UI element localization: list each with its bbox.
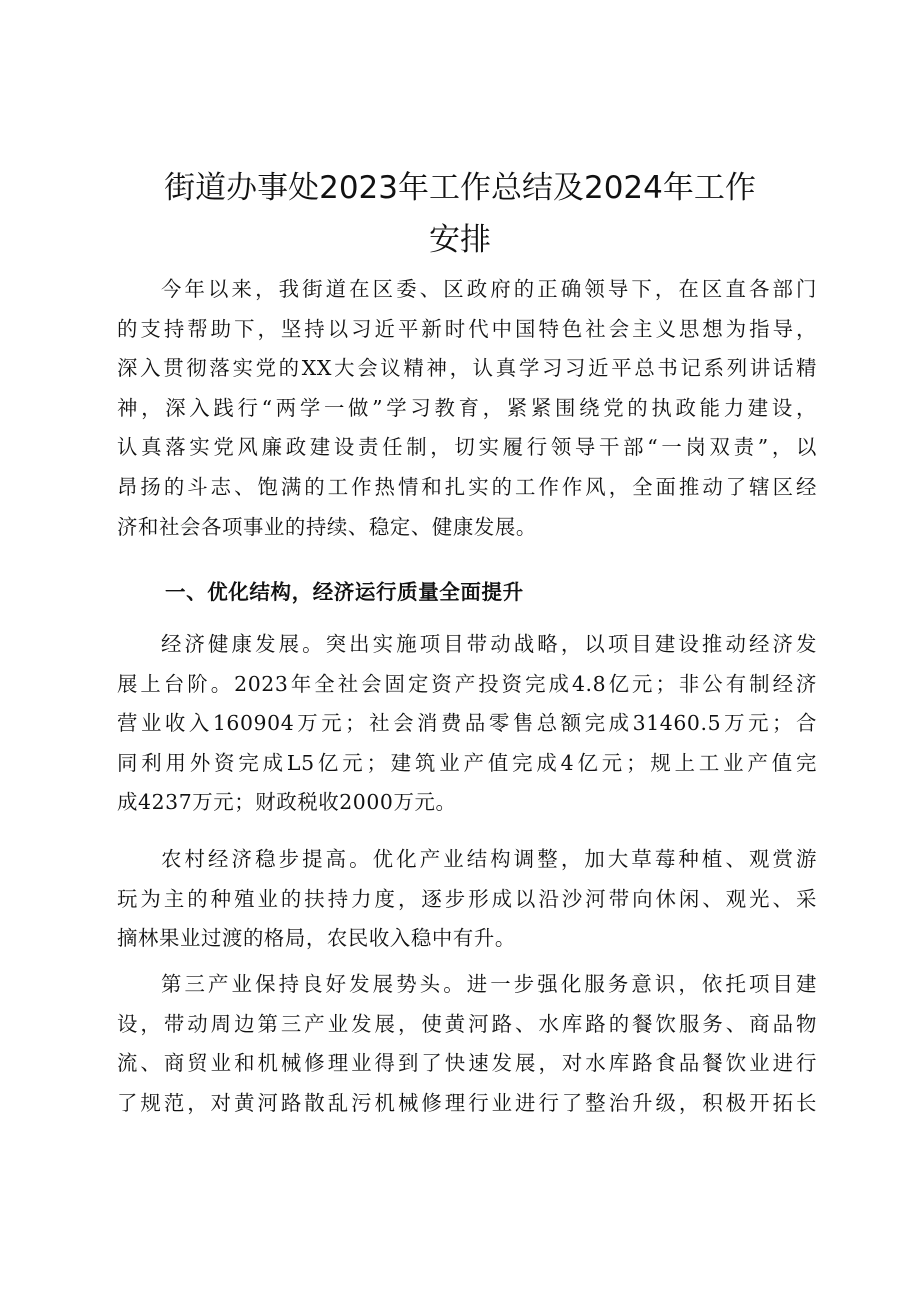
paragraph-line: 营业收入160904万元；社会消费品零售总额完成31460.5万元；合	[117, 711, 817, 736]
paragraph-line: 流、商贸业和机械修理业得到了快速发展，对水库路食品餐饮业进行	[117, 1051, 817, 1076]
paragraph-line: 摘林果业过渡的格局，农民收入稳中有升。	[117, 926, 516, 951]
paragraph-line: 农村经济稳步提高。优化产业结构调整，加大草莓种植、观赏游	[161, 847, 817, 871]
paragraph-line: 展上台阶。2023年全社会固定资产投资完成4.8亿元；非公有制经济	[117, 671, 817, 696]
paragraph-line: 济和社会各项事业的持续、稳定、健康发展。	[117, 514, 537, 539]
intro-paragraph	[117, 270, 817, 547]
section-heading-1: 一、优化结构，经济运行质量全面提升	[165, 580, 524, 604]
paragraph-line: 玩为主的种殖业的扶持力度，逐步形成以沿沙河带向休闲、观光、采	[117, 886, 817, 911]
economy-paragraph	[117, 625, 817, 823]
paragraph-line: 同利用外资完成L5亿元；建筑业产值完成4亿元；规上工业产值完	[117, 750, 817, 775]
paragraph-line: 神，深入践行“两学一做”学习教育，紧紧围绕党的执政能力建设，	[117, 395, 817, 420]
paragraph-line: 设，带动周边第三产业发展，使黄河路、水库路的餐饮服务、商品物	[117, 1011, 817, 1036]
paragraph-line: 深入贯彻落实党的XX大会议精神，认真学习习近平总书记系列讲话精	[117, 356, 817, 381]
paragraph-line: 成4237万元；财政税收2000万元。	[117, 790, 457, 815]
paragraph-line: 今年以来，我街道在区委、区政府的正确领导下，在区直各部门	[161, 277, 817, 301]
paragraph-line: 了规范，对黄河路散乱污机械修理行业进行了整治升级，积极开拓长	[117, 1090, 817, 1115]
document-title-line-2: 安排	[429, 222, 491, 258]
paragraph-line: 的支持帮助下，坚持以习近平新时代中国特色社会主义思想为指导，	[117, 316, 817, 341]
paragraph-line: 认真落实党风廉政建设责任制，切实履行领导干部“一岗双责”，以	[117, 435, 817, 460]
tertiary-paragraph	[117, 965, 817, 1123]
rural-paragraph	[117, 840, 817, 959]
paragraph-line: 第三产业保持良好发展势头。进一步强化服务意识，依托项目建	[161, 972, 817, 996]
document-title-line-1: 街道办事处2023年工作总结及2024年工作	[164, 170, 756, 206]
paragraph-line: 昂扬的斗志、饱满的工作热情和扎实的工作作风，全面推动了辖区经	[117, 474, 817, 499]
paragraph-line: 经济健康发展。突出实施项目带动战略，以项目建设推动经济发	[161, 632, 817, 656]
